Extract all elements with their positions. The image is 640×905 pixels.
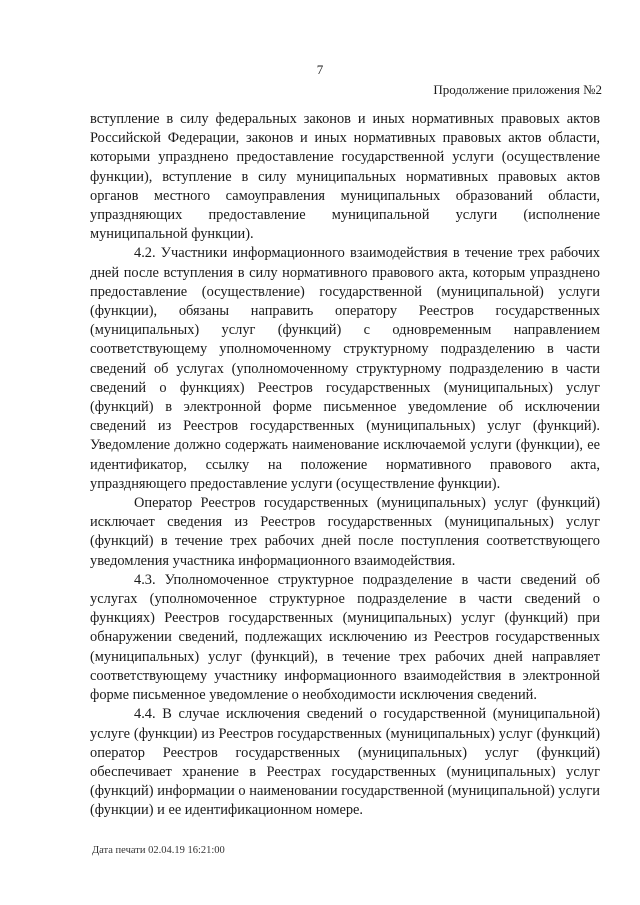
paragraph-operator-exclusion: Оператор Реестров государственных (муниципальных) услуг (функций) исключает сведения из Реестров государственных (муниципальных) услуг (функций) в течение трех рабочих дней после поступления соответствующего уведомления участника информационного взаимодействия.: [90, 495, 600, 569]
paragraph-continuation: вступление в силу федеральных законов и иных нормативных правовых актов Российской Федерации, законов и иных нормативных правовых актов области, которыми упразднено предоставление государственной услуги (осуществление функции), вступление в силу муниципальных нормативных правовых актов органов местного самоуправления муниципальных образований области, упраздняющих предоставление муниципальной услуги (исполнение муниципальной функции).: [90, 111, 600, 243]
document-body: [90, 110, 600, 821]
page-number: 7: [316, 62, 324, 77]
print-date-footer: Дата печати 02.04.19 16:21:00: [92, 845, 225, 856]
paragraph-4-3: 4.3. Уполномоченное структурное подразделение в части сведений об услугах (уполномоченное структурное подразделение в части сведений о функциях) Реестров государственных (муниципальных) услуг (функций) при обнаружении сведений, подлежащих исключению из Реестров государственных (муниципальных) услуг (функций), в течение трех рабочих дней направляет соответствующему участнику информационного взаимодействия в электронной форме письменное уведомление о необходимости исключения сведений.: [90, 571, 600, 704]
paragraph-4-4: 4.4. В случае исключения сведений о государственной (муниципальной) услуге (функции) из Реестров государственных (муниципальных) услуг (функций) оператор Реестров государственных (муниципальных) услуг (функций) обеспечивает хранение в Реестрах государственных (муниципальных) услуг (функций) информации о наименовании государственной (муниципальной) услуги (функции) и ее идентификационном номере.: [90, 706, 600, 819]
paragraph-4-2: 4.2. Участники информационного взаимодействия в течение трех рабочих дней после вступления в силу нормативного правового акта, которым упразднено предоставление (осуществление) государственной (муниципальной) услуги (функции), обязаны направить оператору Реестров государственных (муниципальных) услуг (функций) с одновременным направлением соответствующему уполномоченному структурному подразделению в части сведений об услугах (уполномоченному структурному подразделению в части сведений о функциях) Реестров государственных (муниципальных) услуг (функций) в электронной форме письменное уведомление об исключении сведений из Реестров государственных (муниципальных) услуг (функций). Уведомление должно содержать наименование исключаемой услуги (функции), ее идентификатор, ссылку на положение нормативного правового акта, упраздняющего предоставление услуги (осуществление функции).: [90, 245, 600, 492]
appendix-continuation-note: Продолжение приложения №2: [433, 82, 602, 97]
